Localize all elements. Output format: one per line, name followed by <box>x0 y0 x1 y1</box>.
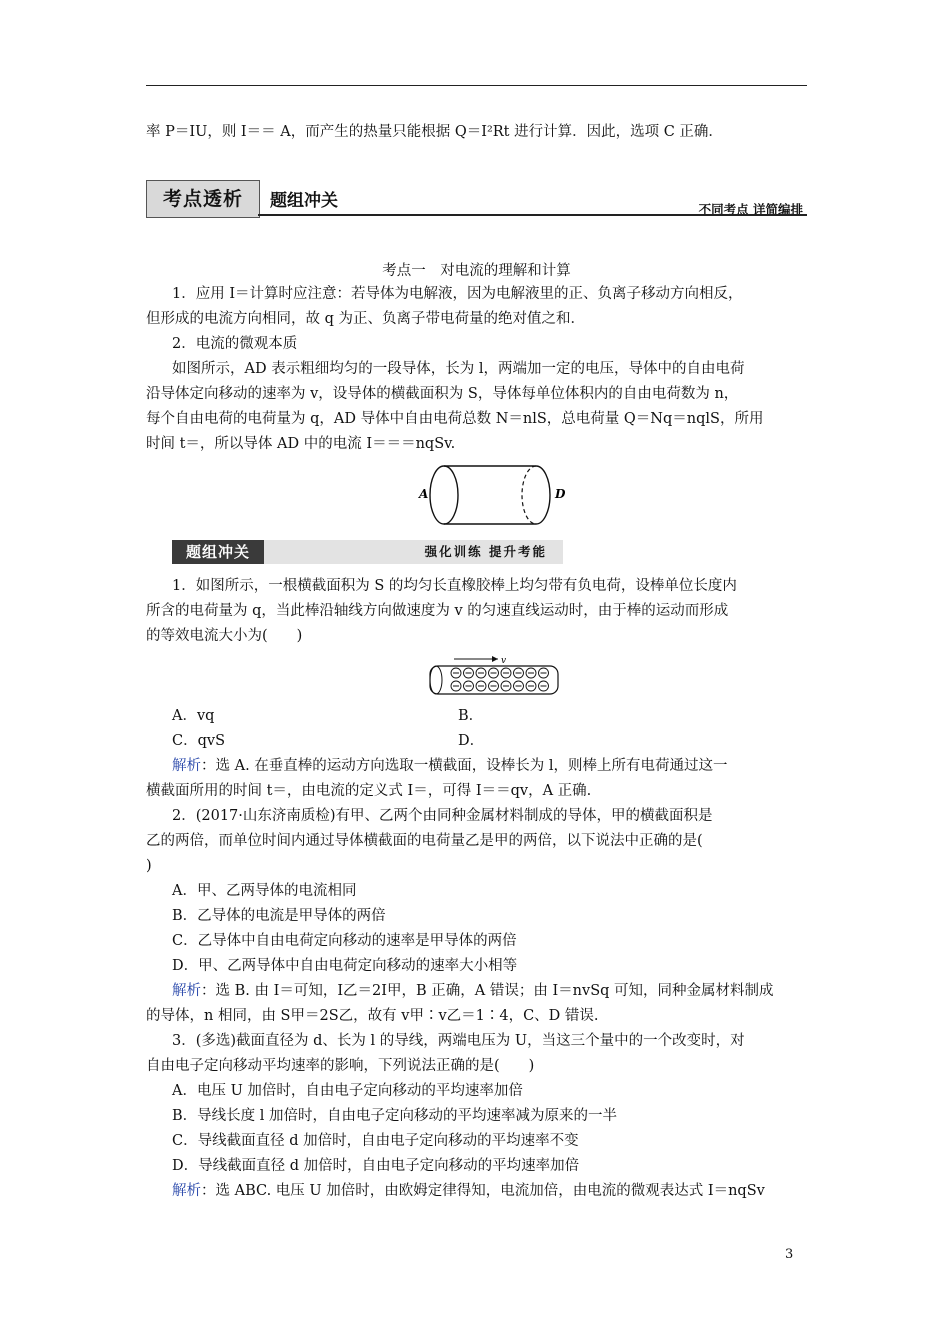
q1-answer <box>172 756 728 776</box>
kaodian-line: 但形成的电流方向相同，故 q 为正、负离子带电荷量的绝对值之和． <box>146 311 585 327</box>
question-1-line: 所含的电荷量为 q，当此棒沿轴线方向做速度为 v 的匀速直线运动时，由于棒的运动而形成 <box>146 603 729 619</box>
answer-label: 解析 <box>172 983 201 999</box>
answer-label: 解析 <box>172 758 201 774</box>
q2-option-a: A．甲、乙两导体的电流相同 <box>172 883 357 899</box>
group-bar-note: 强化训练 提升考能 <box>424 544 547 559</box>
section-rule <box>258 214 807 216</box>
q3-option-d: D．导线截面直径 d 加倍时，自由电子定向移动的平均速率加倍 <box>172 1158 580 1174</box>
question-3-line: 3．(多选)截面直径为 d、长为 l 的导线，两端电压为 U，当这三个量中的一个改变时，对 <box>172 1033 745 1049</box>
q1-option-c: C．qvS <box>172 733 226 749</box>
q3-option-b: B．导线长度 l 加倍时，自由电子定向移动的平均速率减为原来的一半 <box>172 1108 618 1124</box>
kaodian-line: 2．电流的微观本质 <box>172 336 298 352</box>
q2-answer <box>172 981 774 1001</box>
question-1-line: 的等效电流大小为( ) <box>146 628 303 644</box>
label-d: D <box>555 487 566 501</box>
answer-text: ：选 B. 由 I＝可知，I乙＝2I甲，B 正确，A 错误；由 I＝nvSq 可知，同种金属材料制成 <box>201 983 774 999</box>
section-title: 题组冲关 <box>270 191 338 211</box>
q1-option-d: D． <box>458 733 485 749</box>
question-1-line: 1．如图所示，一根横截面积为 S 的均匀长直橡胶棒上均匀带有负电荷，设棒单位长度内 <box>172 578 737 594</box>
kaodian-line: 1．应用 I＝计算时应注意：若导体为电解液，因为电解液里的正、负离子移动方向相反， <box>172 286 743 302</box>
q3-answer <box>172 1181 765 1201</box>
section-header <box>146 178 807 220</box>
kaodian-line: 如图所示，AD 表示粗细均匀的一段导体，长为 l，两端加一定的电压，导体中的自由电荷 <box>172 361 745 377</box>
section-note: 不同考点 详简编排 <box>698 202 803 217</box>
q2-answer-cont: 的导体，n 相同，由 S甲＝2S乙，故有 v甲∶v乙＝1∶4，C、D 错误. <box>146 1008 599 1024</box>
group-bar <box>172 540 563 564</box>
velocity-label: v <box>501 656 507 666</box>
question-3-line: 自由电子定向移动平均速率的影响，下列说法正确的是( ) <box>146 1058 535 1074</box>
kaodian-line: 沿导体定向移动的速率为 v，设导体的横截面积为 S，导体每单位体积内的自由电荷数为 n， <box>146 386 739 402</box>
q2-option-d: D．甲、乙两导体中自由电荷定向移动的速率大小相等 <box>172 958 518 974</box>
question-2-line: 乙的两倍，而单位时间内通过导体横截面的电荷量乙是甲的两倍，以下说法中正确的是( <box>146 833 703 849</box>
q1-option-b: B． <box>458 708 484 724</box>
question-2-line: 2．(2017·山东济南质检)有甲、乙两个由同种金属材料制成的导体，甲的横截面积是 <box>172 808 713 824</box>
group-bar-title: 题组冲关 <box>172 540 264 564</box>
label-a: A <box>419 487 429 501</box>
q1-option-a: A．vq <box>172 708 215 724</box>
answer-text: ：选 A. 在垂直棒的运动方向选取一横截面，设棒长为 l，则棒上所有电荷通过这一 <box>201 758 728 774</box>
q2-option-b: B．乙导体的电流是甲导体的两倍 <box>172 908 386 924</box>
q2-option-c: C．乙导体中自由电荷定向移动的速率是甲导体的两倍 <box>172 933 517 949</box>
kaodian-line: 每个自由电荷的电荷量为 q，AD 导体中自由电荷总数 N＝nlS，总电荷量 Q＝Nq＝nqlS，所用 <box>146 411 764 427</box>
q3-option-a: A．电压 U 加倍时，自由电子定向移动的平均速率加倍 <box>172 1083 523 1099</box>
kaodian-title: 考点一 对电流的理解和计算 <box>382 263 571 279</box>
conductor-cylinder-figure <box>415 462 575 528</box>
negative-charges <box>451 668 549 691</box>
header-rule <box>146 85 807 86</box>
question-2-line: ) <box>146 858 152 874</box>
answer-label: 解析 <box>172 1183 201 1199</box>
section-badge: 考点透析 <box>146 180 260 218</box>
q1-answer-cont: 横截面所用的时间 t＝，由电流的定义式 I＝，可得 I＝＝qv，A 正确. <box>146 783 592 799</box>
page-number: 3 <box>785 1247 794 1262</box>
answer-text: ：选 ABC. 电压 U 加倍时，由欧姆定律得知，电流加倍，由电流的微观表达式 I＝nqSv <box>201 1183 765 1199</box>
q3-option-c: C．导线截面直径 d 加倍时，自由电子定向移动的平均速率不变 <box>172 1133 579 1149</box>
charged-rod-figure <box>424 653 564 697</box>
continued-text: 率 P＝IU，则 I＝＝ A，而产生的热量只能根据 Q＝I²Rt 进行计算．因此，选项 C 正确． <box>146 124 723 140</box>
kaodian-line: 时间 t＝，所以导体 AD 中的电流 I＝＝＝nqSv. <box>146 436 456 452</box>
